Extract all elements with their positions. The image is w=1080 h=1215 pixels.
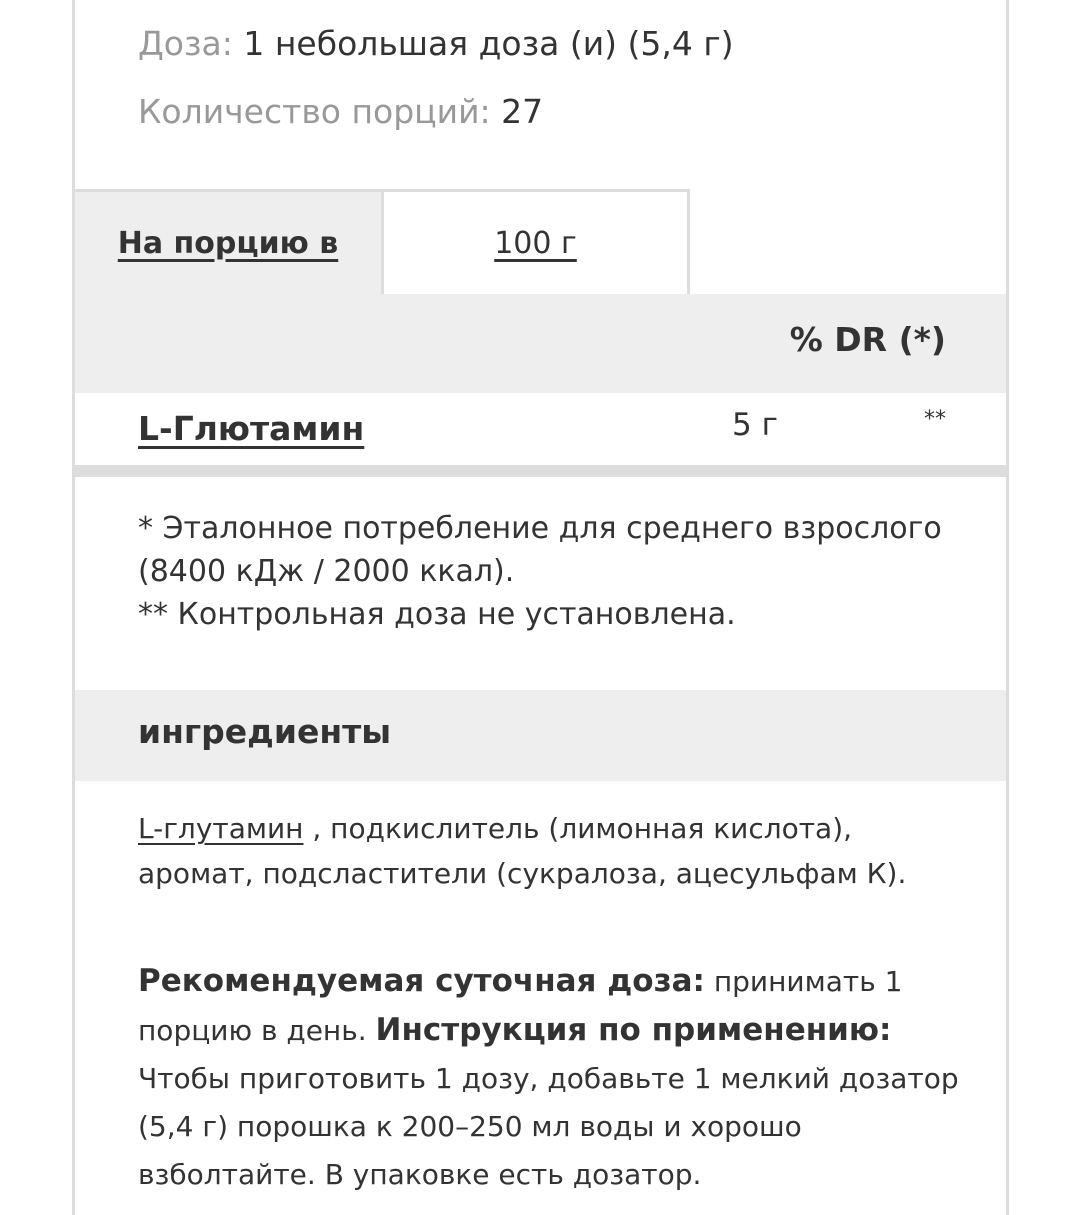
dose-line (138, 24, 734, 63)
ingredient-link-glutamine[interactable]: L-глутамин (138, 812, 304, 845)
dose-value: 1 небольшая доза (и) (5,4 г) (243, 24, 734, 63)
ingredients-title: ингредиенты (138, 712, 392, 751)
servings-value: 27 (501, 92, 544, 131)
table-bottom-divider (75, 465, 1006, 477)
dose-label: Доза: (138, 24, 233, 63)
daily-dose-text: принимать 1 порцию в день. (138, 965, 903, 1047)
nutrient-dr-value: ** (924, 407, 946, 432)
tab-per-100g[interactable]: 100 г (381, 189, 690, 294)
ingredients-rest: , подкислитель (лимонная кислота), аромат, подсластители (сукралоза, ацесульфам К). (138, 812, 907, 890)
usage-label: Инструкция по применению: (375, 1012, 892, 1048)
tab-per-serving[interactable]: На порцию в (75, 189, 381, 294)
table-row (75, 393, 1006, 465)
nutrient-name-link[interactable]: L-Глютамин (138, 409, 365, 448)
footnote-no-reference-dose: ** Контрольная доза не установлена. (138, 597, 736, 632)
nutrient-amount: 5 г (732, 407, 778, 443)
servings-label: Количество порций: (138, 92, 491, 131)
daily-dose-label: Рекомендуемая суточная доза: (138, 963, 705, 999)
ingredients-text (138, 806, 958, 896)
nutrition-panel (72, 0, 1009, 1215)
footnotes (138, 507, 958, 636)
directions-text (138, 957, 968, 1199)
usage-text: Чтобы приготовить 1 дозу, добавьте 1 мелкий дозатор (5,4 г) порошка к 200–250 мл воды и хорошо взболтайте. В упаковке есть дозатор. (138, 1062, 959, 1191)
ingredients-section-header (75, 690, 1006, 781)
servings-line (138, 92, 543, 131)
footnote-reference-intake: * Эталонное потребление для среднего взрослого (8400 кДж / 2000 ккал). (138, 511, 942, 589)
dr-column-header: % DR (*) (789, 320, 946, 359)
table-header (75, 294, 1006, 393)
